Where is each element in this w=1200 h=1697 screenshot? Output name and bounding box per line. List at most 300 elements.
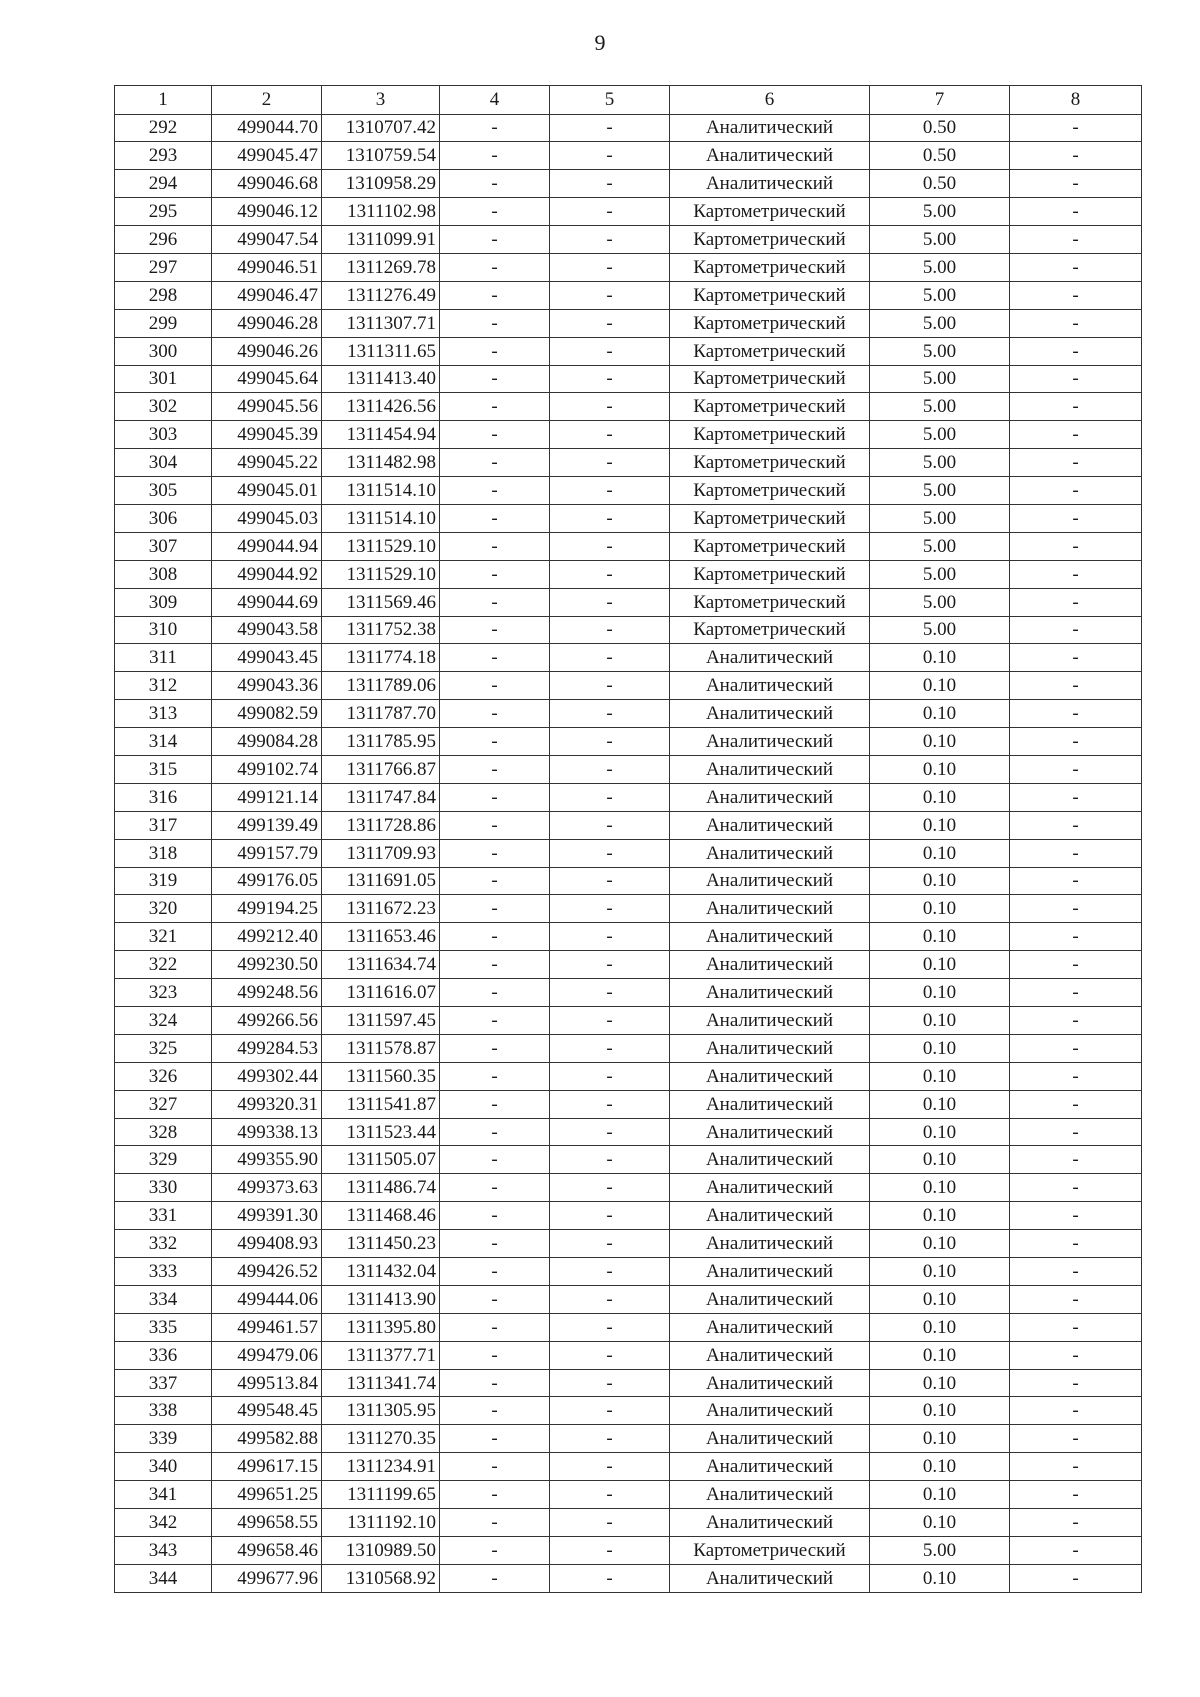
col5-cell: - <box>550 1034 670 1062</box>
method-cell: Картометрический <box>670 560 870 588</box>
method-cell: Картометрический <box>670 449 870 477</box>
accuracy-cell: 5.00 <box>870 504 1010 532</box>
col4-cell: - <box>440 644 550 672</box>
point-number-cell: 318 <box>115 839 212 867</box>
col4-cell: - <box>440 226 550 254</box>
x-coordinate-cell: 499212.40 <box>212 923 322 951</box>
header-cell: 6 <box>670 86 870 115</box>
point-number-cell: 296 <box>115 226 212 254</box>
point-number-cell: 323 <box>115 979 212 1007</box>
col4-cell: - <box>440 1090 550 1118</box>
point-number-cell: 344 <box>115 1564 212 1592</box>
col4-cell: - <box>440 560 550 588</box>
x-coordinate-cell: 499658.55 <box>212 1509 322 1537</box>
col8-cell: - <box>1010 783 1142 811</box>
method-cell: Аналитический <box>670 811 870 839</box>
x-coordinate-cell: 499044.94 <box>212 532 322 560</box>
y-coordinate-cell: 1311377.71 <box>322 1341 440 1369</box>
x-coordinate-cell: 499045.39 <box>212 421 322 449</box>
y-coordinate-cell: 1311514.10 <box>322 477 440 505</box>
y-coordinate-cell: 1311747.84 <box>322 783 440 811</box>
accuracy-cell: 0.10 <box>870 1481 1010 1509</box>
point-number-cell: 305 <box>115 477 212 505</box>
col5-cell: - <box>550 393 670 421</box>
accuracy-cell: 5.00 <box>870 560 1010 588</box>
x-coordinate-cell: 499426.52 <box>212 1258 322 1286</box>
point-number-cell: 327 <box>115 1090 212 1118</box>
point-number-cell: 314 <box>115 728 212 756</box>
accuracy-cell: 0.10 <box>870 1146 1010 1174</box>
y-coordinate-cell: 1311413.90 <box>322 1285 440 1313</box>
accuracy-cell: 0.10 <box>870 1007 1010 1035</box>
point-number-cell: 311 <box>115 644 212 672</box>
y-coordinate-cell: 1311234.91 <box>322 1453 440 1481</box>
method-cell: Аналитический <box>670 951 870 979</box>
col8-cell: - <box>1010 895 1142 923</box>
col5-cell: - <box>550 644 670 672</box>
method-cell: Аналитический <box>670 867 870 895</box>
col4-cell: - <box>440 1174 550 1202</box>
accuracy-cell: 5.00 <box>870 588 1010 616</box>
col8-cell: - <box>1010 700 1142 728</box>
table-row <box>115 644 1142 672</box>
table-row <box>115 1564 1142 1592</box>
y-coordinate-cell: 1311454.94 <box>322 421 440 449</box>
x-coordinate-cell: 499043.45 <box>212 644 322 672</box>
col4-cell: - <box>440 421 550 449</box>
x-coordinate-cell: 499373.63 <box>212 1174 322 1202</box>
method-cell: Аналитический <box>670 1285 870 1313</box>
col8-cell: - <box>1010 1397 1142 1425</box>
col4-cell: - <box>440 895 550 923</box>
method-cell: Аналитический <box>670 114 870 142</box>
method-cell: Картометрический <box>670 365 870 393</box>
col8-cell: - <box>1010 1146 1142 1174</box>
col4-cell: - <box>440 198 550 226</box>
x-coordinate-cell: 499391.30 <box>212 1202 322 1230</box>
col8-cell: - <box>1010 811 1142 839</box>
col4-cell: - <box>440 504 550 532</box>
table-row <box>115 1341 1142 1369</box>
col5-cell: - <box>550 1174 670 1202</box>
accuracy-cell: 5.00 <box>870 477 1010 505</box>
y-coordinate-cell: 1311426.56 <box>322 393 440 421</box>
col8-cell: - <box>1010 1313 1142 1341</box>
col8-cell: - <box>1010 560 1142 588</box>
x-coordinate-cell: 499046.51 <box>212 253 322 281</box>
table-row <box>115 588 1142 616</box>
table-row <box>115 616 1142 644</box>
header-cell: 2 <box>212 86 322 115</box>
method-cell: Аналитический <box>670 1341 870 1369</box>
col4-cell: - <box>440 951 550 979</box>
accuracy-cell: 5.00 <box>870 393 1010 421</box>
method-cell: Аналитический <box>670 170 870 198</box>
col4-cell: - <box>440 253 550 281</box>
table-row <box>115 1397 1142 1425</box>
col8-cell: - <box>1010 672 1142 700</box>
y-coordinate-cell: 1310759.54 <box>322 142 440 170</box>
col8-cell: - <box>1010 1369 1142 1397</box>
table-row <box>115 783 1142 811</box>
table-row <box>115 1509 1142 1537</box>
accuracy-cell: 0.10 <box>870 839 1010 867</box>
col5-cell: - <box>550 170 670 198</box>
col8-cell: - <box>1010 1174 1142 1202</box>
table-row <box>115 811 1142 839</box>
table-row <box>115 560 1142 588</box>
y-coordinate-cell: 1310707.42 <box>322 114 440 142</box>
col8-cell: - <box>1010 198 1142 226</box>
x-coordinate-cell: 499043.36 <box>212 672 322 700</box>
y-coordinate-cell: 1311785.95 <box>322 728 440 756</box>
col4-cell: - <box>440 1230 550 1258</box>
table-row <box>115 1034 1142 1062</box>
accuracy-cell: 0.10 <box>870 1509 1010 1537</box>
col8-cell: - <box>1010 951 1142 979</box>
col4-cell: - <box>440 309 550 337</box>
col4-cell: - <box>440 1369 550 1397</box>
accuracy-cell: 5.00 <box>870 1536 1010 1564</box>
method-cell: Картометрический <box>670 309 870 337</box>
col4-cell: - <box>440 783 550 811</box>
x-coordinate-cell: 499548.45 <box>212 1397 322 1425</box>
y-coordinate-cell: 1311529.10 <box>322 560 440 588</box>
col8-cell: - <box>1010 532 1142 560</box>
table-row <box>115 253 1142 281</box>
col5-cell: - <box>550 1090 670 1118</box>
y-coordinate-cell: 1311468.46 <box>322 1202 440 1230</box>
col4-cell: - <box>440 1285 550 1313</box>
method-cell: Аналитический <box>670 700 870 728</box>
col8-cell: - <box>1010 1007 1142 1035</box>
accuracy-cell: 5.00 <box>870 616 1010 644</box>
y-coordinate-cell: 1311102.98 <box>322 198 440 226</box>
point-number-cell: 306 <box>115 504 212 532</box>
point-number-cell: 298 <box>115 281 212 309</box>
point-number-cell: 322 <box>115 951 212 979</box>
col8-cell: - <box>1010 588 1142 616</box>
x-coordinate-cell: 499082.59 <box>212 700 322 728</box>
method-cell: Аналитический <box>670 783 870 811</box>
y-coordinate-cell: 1311482.98 <box>322 449 440 477</box>
col8-cell: - <box>1010 142 1142 170</box>
point-number-cell: 312 <box>115 672 212 700</box>
y-coordinate-cell: 1311569.46 <box>322 588 440 616</box>
point-number-cell: 300 <box>115 337 212 365</box>
col5-cell: - <box>550 895 670 923</box>
accuracy-cell: 0.10 <box>870 1118 1010 1146</box>
y-coordinate-cell: 1311774.18 <box>322 644 440 672</box>
point-number-cell: 292 <box>115 114 212 142</box>
table-row <box>115 1146 1142 1174</box>
table-row <box>115 1230 1142 1258</box>
accuracy-cell: 0.10 <box>870 1341 1010 1369</box>
point-number-cell: 341 <box>115 1481 212 1509</box>
method-cell: Аналитический <box>670 923 870 951</box>
accuracy-cell: 0.10 <box>870 951 1010 979</box>
point-number-cell: 326 <box>115 1062 212 1090</box>
col4-cell: - <box>440 1509 550 1537</box>
x-coordinate-cell: 499338.13 <box>212 1118 322 1146</box>
col4-cell: - <box>440 672 550 700</box>
method-cell: Картометрический <box>670 337 870 365</box>
accuracy-cell: 0.10 <box>870 728 1010 756</box>
accuracy-cell: 0.10 <box>870 700 1010 728</box>
col5-cell: - <box>550 1118 670 1146</box>
table-row <box>115 979 1142 1007</box>
col4-cell: - <box>440 979 550 1007</box>
x-coordinate-cell: 499121.14 <box>212 783 322 811</box>
method-cell: Аналитический <box>670 1564 870 1592</box>
accuracy-cell: 5.00 <box>870 337 1010 365</box>
y-coordinate-cell: 1311276.49 <box>322 281 440 309</box>
col4-cell: - <box>440 170 550 198</box>
col5-cell: - <box>550 504 670 532</box>
col8-cell: - <box>1010 1481 1142 1509</box>
col4-cell: - <box>440 365 550 393</box>
accuracy-cell: 0.10 <box>870 895 1010 923</box>
y-coordinate-cell: 1311789.06 <box>322 672 440 700</box>
point-number-cell: 313 <box>115 700 212 728</box>
method-cell: Картометрический <box>670 532 870 560</box>
table-body <box>115 86 1142 1593</box>
point-number-cell: 295 <box>115 198 212 226</box>
table-row <box>115 728 1142 756</box>
method-cell: Картометрический <box>670 588 870 616</box>
col5-cell: - <box>550 253 670 281</box>
table-row <box>115 504 1142 532</box>
table-row <box>115 170 1142 198</box>
col8-cell: - <box>1010 839 1142 867</box>
table-row <box>115 114 1142 142</box>
col5-cell: - <box>550 365 670 393</box>
x-coordinate-cell: 499045.56 <box>212 393 322 421</box>
point-number-cell: 317 <box>115 811 212 839</box>
accuracy-cell: 0.10 <box>870 1174 1010 1202</box>
y-coordinate-cell: 1311728.86 <box>322 811 440 839</box>
method-cell: Аналитический <box>670 1090 870 1118</box>
point-number-cell: 321 <box>115 923 212 951</box>
accuracy-cell: 0.10 <box>870 811 1010 839</box>
col5-cell: - <box>550 700 670 728</box>
method-cell: Картометрический <box>670 477 870 505</box>
accuracy-cell: 5.00 <box>870 253 1010 281</box>
point-number-cell: 324 <box>115 1007 212 1035</box>
x-coordinate-cell: 499102.74 <box>212 755 322 783</box>
point-number-cell: 307 <box>115 532 212 560</box>
col5-cell: - <box>550 588 670 616</box>
point-number-cell: 320 <box>115 895 212 923</box>
table-row <box>115 449 1142 477</box>
method-cell: Аналитический <box>670 1034 870 1062</box>
method-cell: Аналитический <box>670 672 870 700</box>
col4-cell: - <box>440 1313 550 1341</box>
y-coordinate-cell: 1311311.65 <box>322 337 440 365</box>
accuracy-cell: 0.10 <box>870 1453 1010 1481</box>
accuracy-cell: 0.10 <box>870 867 1010 895</box>
method-cell: Аналитический <box>670 728 870 756</box>
method-cell: Аналитический <box>670 1453 870 1481</box>
accuracy-cell: 0.10 <box>870 1564 1010 1592</box>
point-number-cell: 303 <box>115 421 212 449</box>
col5-cell: - <box>550 951 670 979</box>
y-coordinate-cell: 1311199.65 <box>322 1481 440 1509</box>
x-coordinate-cell: 499043.58 <box>212 616 322 644</box>
header-cell: 3 <box>322 86 440 115</box>
col4-cell: - <box>440 616 550 644</box>
col5-cell: - <box>550 1509 670 1537</box>
col8-cell: - <box>1010 281 1142 309</box>
header-cell: 5 <box>550 86 670 115</box>
table-row <box>115 1118 1142 1146</box>
col8-cell: - <box>1010 1230 1142 1258</box>
y-coordinate-cell: 1310958.29 <box>322 170 440 198</box>
y-coordinate-cell: 1311578.87 <box>322 1034 440 1062</box>
x-coordinate-cell: 499677.96 <box>212 1564 322 1592</box>
method-cell: Картометрический <box>670 253 870 281</box>
accuracy-cell: 5.00 <box>870 226 1010 254</box>
col5-cell: - <box>550 672 670 700</box>
col5-cell: - <box>550 1202 670 1230</box>
col8-cell: - <box>1010 1564 1142 1592</box>
point-number-cell: 308 <box>115 560 212 588</box>
table-row <box>115 1174 1142 1202</box>
col8-cell: - <box>1010 1285 1142 1313</box>
col5-cell: - <box>550 1453 670 1481</box>
y-coordinate-cell: 1311514.10 <box>322 504 440 532</box>
x-coordinate-cell: 499479.06 <box>212 1341 322 1369</box>
x-coordinate-cell: 499044.69 <box>212 588 322 616</box>
col4-cell: - <box>440 532 550 560</box>
method-cell: Картометрический <box>670 616 870 644</box>
col5-cell: - <box>550 309 670 337</box>
header-cell: 7 <box>870 86 1010 115</box>
method-cell: Картометрический <box>670 281 870 309</box>
y-coordinate-cell: 1311653.46 <box>322 923 440 951</box>
x-coordinate-cell: 499046.26 <box>212 337 322 365</box>
col8-cell: - <box>1010 504 1142 532</box>
col8-cell: - <box>1010 1062 1142 1090</box>
table-row <box>115 755 1142 783</box>
method-cell: Аналитический <box>670 1146 870 1174</box>
point-number-cell: 338 <box>115 1397 212 1425</box>
method-cell: Картометрический <box>670 1536 870 1564</box>
accuracy-cell: 0.10 <box>870 672 1010 700</box>
col5-cell: - <box>550 1341 670 1369</box>
point-number-cell: 293 <box>115 142 212 170</box>
col8-cell: - <box>1010 114 1142 142</box>
accuracy-cell: 0.10 <box>870 1034 1010 1062</box>
y-coordinate-cell: 1310989.50 <box>322 1536 440 1564</box>
col4-cell: - <box>440 1564 550 1592</box>
y-coordinate-cell: 1311523.44 <box>322 1118 440 1146</box>
table-row <box>115 365 1142 393</box>
x-coordinate-cell: 499045.64 <box>212 365 322 393</box>
table-row <box>115 700 1142 728</box>
col5-cell: - <box>550 1369 670 1397</box>
col4-cell: - <box>440 1425 550 1453</box>
point-number-cell: 334 <box>115 1285 212 1313</box>
table-row <box>115 1090 1142 1118</box>
y-coordinate-cell: 1311597.45 <box>322 1007 440 1035</box>
col8-cell: - <box>1010 1118 1142 1146</box>
method-cell: Аналитический <box>670 1425 870 1453</box>
accuracy-cell: 0.10 <box>870 1090 1010 1118</box>
table-row <box>115 1481 1142 1509</box>
col8-cell: - <box>1010 421 1142 449</box>
col8-cell: - <box>1010 170 1142 198</box>
col8-cell: - <box>1010 616 1142 644</box>
col8-cell: - <box>1010 1536 1142 1564</box>
table-row <box>115 1258 1142 1286</box>
method-cell: Аналитический <box>670 1258 870 1286</box>
col4-cell: - <box>440 393 550 421</box>
y-coordinate-cell: 1311269.78 <box>322 253 440 281</box>
method-cell: Аналитический <box>670 1007 870 1035</box>
accuracy-cell: 0.10 <box>870 1313 1010 1341</box>
y-coordinate-cell: 1311709.93 <box>322 839 440 867</box>
x-coordinate-cell: 499045.47 <box>212 142 322 170</box>
method-cell: Аналитический <box>670 1062 870 1090</box>
col5-cell: - <box>550 616 670 644</box>
x-coordinate-cell: 499582.88 <box>212 1425 322 1453</box>
col5-cell: - <box>550 421 670 449</box>
col4-cell: - <box>440 1397 550 1425</box>
point-number-cell: 302 <box>115 393 212 421</box>
table-row <box>115 839 1142 867</box>
col5-cell: - <box>550 755 670 783</box>
y-coordinate-cell: 1311616.07 <box>322 979 440 1007</box>
col8-cell: - <box>1010 1453 1142 1481</box>
x-coordinate-cell: 499617.15 <box>212 1453 322 1481</box>
col8-cell: - <box>1010 1090 1142 1118</box>
col5-cell: - <box>550 337 670 365</box>
y-coordinate-cell: 1311192.10 <box>322 1509 440 1537</box>
col8-cell: - <box>1010 226 1142 254</box>
col8-cell: - <box>1010 449 1142 477</box>
col4-cell: - <box>440 839 550 867</box>
accuracy-cell: 0.10 <box>870 1062 1010 1090</box>
accuracy-cell: 0.10 <box>870 1230 1010 1258</box>
y-coordinate-cell: 1311486.74 <box>322 1174 440 1202</box>
point-number-cell: 343 <box>115 1536 212 1564</box>
table-row <box>115 309 1142 337</box>
y-coordinate-cell: 1311395.80 <box>322 1313 440 1341</box>
point-number-cell: 340 <box>115 1453 212 1481</box>
col5-cell: - <box>550 114 670 142</box>
col4-cell: - <box>440 811 550 839</box>
col4-cell: - <box>440 1202 550 1230</box>
col5-cell: - <box>550 1062 670 1090</box>
x-coordinate-cell: 499047.54 <box>212 226 322 254</box>
x-coordinate-cell: 499284.53 <box>212 1034 322 1062</box>
col4-cell: - <box>440 1536 550 1564</box>
col4-cell: - <box>440 337 550 365</box>
accuracy-cell: 0.10 <box>870 1258 1010 1286</box>
method-cell: Аналитический <box>670 1118 870 1146</box>
accuracy-cell: 5.00 <box>870 198 1010 226</box>
x-coordinate-cell: 499046.68 <box>212 170 322 198</box>
table-row <box>115 1536 1142 1564</box>
point-number-cell: 332 <box>115 1230 212 1258</box>
col4-cell: - <box>440 700 550 728</box>
accuracy-cell: 5.00 <box>870 421 1010 449</box>
table-row <box>115 226 1142 254</box>
col5-cell: - <box>550 1564 670 1592</box>
x-coordinate-cell: 499408.93 <box>212 1230 322 1258</box>
col5-cell: - <box>550 1230 670 1258</box>
